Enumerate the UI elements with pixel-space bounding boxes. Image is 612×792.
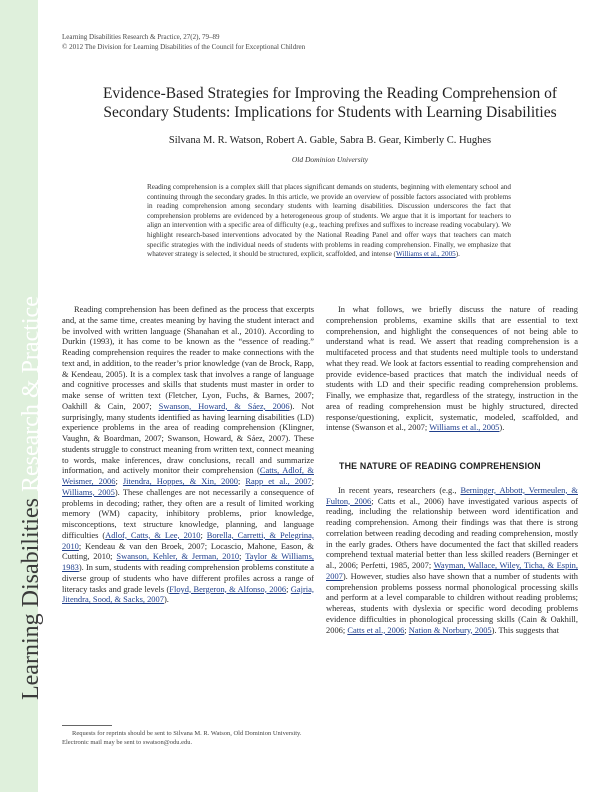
journal-sidebar xyxy=(0,0,44,792)
text-run: Reading comprehension has been defined as the process that excerpts and, at the same time, creates meaning by having the student interact and be involved with written language (Shanahan et al., 2010). According to Durkin (1993), it has come to be known as the “essence of reading.” Reading comprehension requires the reader to make connections with the text and, in addition, to the reader’s prior knowledge (van de Brock, Rapp, & Kendeau, 2005). It is a complex task that involves a range of language and cognitive processes and skills that students must master in order to make sense of written text (Fletcher, Lyon, Fuchs, & Barnes, 2007; Oakhill & Cain, 2007; xyxy=(62,304,314,411)
copyright-notice: © 2012 The Division for Learning Disabilities of the Council for Exceptional Children xyxy=(62,43,306,51)
text-run: ; Kendeau & van den Broek, 2007; Locascio, Mahone, Eason, & Cutting, 2010; xyxy=(62,540,314,562)
abstract xyxy=(147,183,511,260)
text-run: In what follows, we briefly discuss the nature of reading comprehension problems, examine skills that are essential to text comprehension, and highlight the consequences of not being able to understand what is read. We assert that reading comprehension is a multifaceted process and that students need multiple tools to understand what they read. We look at factors essential to reading comprehension and provide evidence-based practices that match the individual needs of students with LD and their specific reading comprehension problems. Finally, we emphasize that, regardless of the strategy, instruction in the area of reading comprehension must be highly structured, directed response/questioning, explicit, systematic, modeled, scaffolded, and intense (Swanson et al., 2007; xyxy=(326,304,578,433)
article-title xyxy=(48,84,612,122)
citation-link[interactable]: Swanson, Kehler, & Jerman, 2010 xyxy=(116,551,240,562)
text-run: ; xyxy=(239,551,246,562)
text-run: ). Not surprisingly, many students identified as having learning disabilities (LD) experience problems in the area of reading comprehension (Klingner, Vaughn, & Boardman, 2007; Swanson, Howard, & Sáez, 2007). These students struggle to construct meaning from written text, connect meaning to words, make inferences, draw conclusions, recall and summarize information, and actively monitor their comprehension ( xyxy=(62,400,315,476)
footnote: Requests for reprints should be sent to Silvana M. R. Watson, Old Dominion University. Electronic mail may be sent to swatson@odu.edu. xyxy=(62,730,302,746)
text-run: ; Catts et al., 2006) have investigated various aspects of reading, including the relationship between word identification and reading comprehension. Among their findings was that there is strong correlation between reading decoding and reading comprehension, mostly in the early grades. Others have documented the fact that skilled readers comprehend textual material better than less skilled readers (Berninger et al., 2006; Perfetti, 1985, 2007; xyxy=(326,495,578,570)
citation-link[interactable]: Borella, Carretti, & Pelegrina, 2010 xyxy=(62,529,314,551)
citation-link[interactable]: Williams et al., 2005 xyxy=(429,422,500,433)
sidebar-journal-name xyxy=(18,296,45,700)
citation-link[interactable]: Catts, Adlof, & Weismer, 2006 xyxy=(62,465,314,486)
text-run: ). These challenges are not necessarily a consequence of problems in decoding; rather, they often are a result of limited working memory (WM) capacity, inhibitory problems, prior knowledge, misconceptions, text structure knowledge, planning, and language difficulties ( xyxy=(62,486,315,540)
body-paragraph xyxy=(326,485,578,636)
text-run: ; xyxy=(404,624,409,635)
citation-link[interactable]: Nation & Norbury, 2005 xyxy=(408,624,492,635)
text-run: In recent years, researchers (e.g., xyxy=(338,484,461,495)
text-run: ). xyxy=(163,594,169,605)
author-list: Silvana M. R. Watson, Robert A. Gable, Sabra B. Gear, Kimberly C. Hughes xyxy=(168,135,492,146)
title-line-1: Evidence-Based Strategies for Improving the Reading Comprehension of xyxy=(102,85,558,102)
section-heading: THE NATURE OF READING COMPREHENSION xyxy=(339,461,541,471)
left-column xyxy=(62,304,314,605)
title-line-2: Secondary Students: Implications for Students with Learning Disabilities xyxy=(103,104,557,121)
sidebar-part-learning-disabilities: Learning Disabilities xyxy=(18,492,44,700)
citation-link[interactable]: Floyd, Bergeron, & Alfonso, 2006 xyxy=(169,583,287,594)
body-paragraph xyxy=(62,304,314,605)
citation-link[interactable]: Jitendra, Hoppes, & Xin, 2000 xyxy=(122,476,238,486)
text-run: ; xyxy=(238,476,246,486)
text-run: ). This suggests that xyxy=(491,624,559,635)
right-column xyxy=(326,304,578,635)
citation-link[interactable]: Williams, 2005 xyxy=(62,486,115,497)
citation-link[interactable]: Taylor & Williams, 1983 xyxy=(62,551,314,572)
text-run: ). In sum, students with reading comprehension problems constitute a diverse group of students who have different profiles across a range of literacy tasks and grade levels ( xyxy=(62,562,314,594)
text-run: ). xyxy=(499,422,505,433)
text-run: ; xyxy=(115,476,123,486)
text-run: ; xyxy=(286,583,291,594)
body-paragraph xyxy=(326,304,578,433)
footnote-divider xyxy=(62,725,112,726)
citation-link[interactable]: Wayman, Wallace, Wiley, Ticha, & Espin, 2007 xyxy=(326,560,578,581)
citation-link[interactable]: Gajria, Jitendra, Sood, & Sacks, 2007 xyxy=(62,583,314,605)
citation-link[interactable]: Williams et al., 2005 xyxy=(395,250,456,259)
text-run: ; xyxy=(200,529,207,540)
citation-link[interactable]: Swanson, Howard, & Sáez, 2006 xyxy=(158,400,290,411)
abstract-end: ). xyxy=(455,250,460,259)
citation-link[interactable]: Rapp et al., 2007 xyxy=(245,476,312,486)
citation-link[interactable]: Adlof, Catts, & Lee, 2010 xyxy=(105,529,201,540)
affiliation: Old Dominion University xyxy=(291,155,369,164)
abstract-text: Reading comprehension is a complex skill that places significant demands on students, beginning with elementary school and continuing through the secondary grades. In this article, we provide an overview of possible factors associated with problems in reading comprehension among secondary students with learning disabilities. Discussion underscores the fact that comprehension problems are evidenced by a heterogeneous group of students. We argue that it is important for teachers to align an intervention with a specific area of difficulty (e.g., teaching prefixes and suffixes to increase reading vocabulary). We highlight research-based interventions advocated by the National Reading Panel and offer ways that teachers can match specific strategies with the individual needs of students with problems in reading comprehension. Finally, we emphasize that whatever strategy is selected, it should be structured, explicit, scaffolded, and intense ( xyxy=(147,183,511,259)
sidebar-ampersand: & xyxy=(18,373,44,405)
sidebar-part-research: Research xyxy=(18,404,44,493)
citation-link[interactable]: Catts et al., 2006 xyxy=(347,624,405,635)
text-run: ; xyxy=(311,476,314,486)
sidebar-part-practice: Practice xyxy=(18,296,44,374)
citation-link[interactable]: Berninger, Abbott, Vermeulen, & Fulton, 2006 xyxy=(326,484,578,506)
text-run: ). However, studies also have shown that a number of students with comprehension problems possess normal phonological processing skills and perform at a level comparable to children without reading problems; whereas, students with dyslexia or specific word decoding problems evidence difficulties in phonological processing skills (Cain & Oakhill, 2006; xyxy=(326,570,578,635)
journal-citation: Learning Disabilities Research & Practice, 27(2), 79–89 xyxy=(62,33,220,41)
